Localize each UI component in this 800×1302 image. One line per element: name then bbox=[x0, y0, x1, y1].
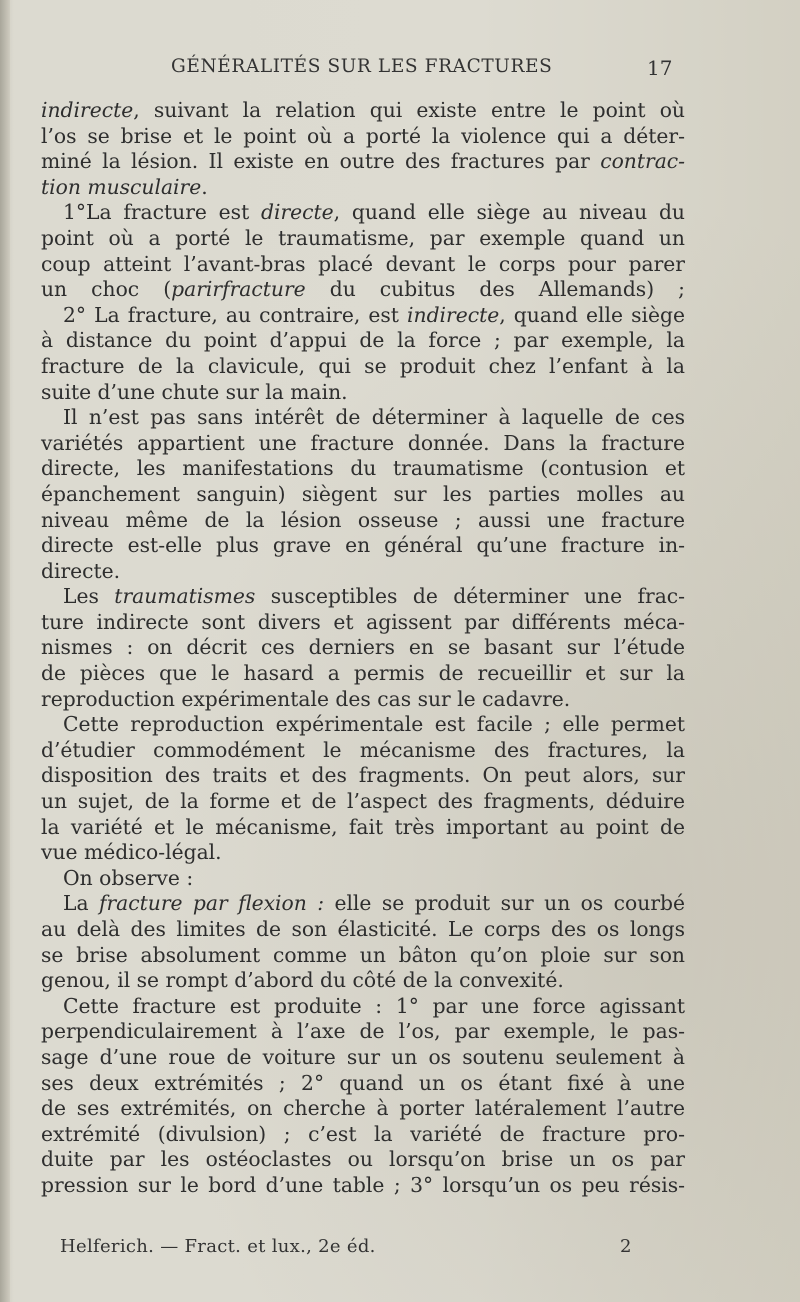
text-line bbox=[41, 1173, 685, 1199]
text-segment: miné la lésion. Il existe en outre des fractures par bbox=[41, 149, 601, 174]
text-segment: coup atteint l’avant-bras placé devant le corps pour parer bbox=[41, 251, 685, 276]
text-segment: perpendiculairement à l’axe de l’os, par exemple, le pas- bbox=[41, 1019, 685, 1044]
text-line bbox=[41, 1071, 685, 1097]
italic-text: directe bbox=[260, 200, 334, 225]
text-line bbox=[41, 687, 685, 713]
text-segment: duite par les ostéoclastes ou lorsqu’on brise un os par bbox=[41, 1147, 685, 1172]
italic-text: indirecte bbox=[407, 302, 500, 327]
text-line bbox=[41, 431, 685, 457]
text-segment: du cubitus des Allemands) ; bbox=[305, 277, 686, 302]
italic-text: parirfracture bbox=[171, 277, 306, 302]
text-segment: 2° La fracture, au contraire, est bbox=[63, 302, 408, 327]
text-segment: , quand elle siège bbox=[499, 302, 685, 327]
text-segment: à distance du point d’appui de la force ; par exemple, la bbox=[41, 328, 685, 353]
text-line bbox=[41, 1019, 685, 1045]
text-segment: au delà des limites de son élasticité. Le corps des os longs bbox=[41, 917, 685, 941]
printer-signature bbox=[60, 1236, 640, 1264]
text-line bbox=[41, 98, 685, 124]
text-segment: pression sur le bord d’une table ; 3° lorsqu’un os peu résis- bbox=[41, 1172, 685, 1197]
text-line bbox=[41, 815, 685, 841]
text-line bbox=[41, 456, 685, 482]
text-segment: de ses extrémités, on cherche à porter latéralement l’autre bbox=[41, 1096, 685, 1121]
text-segment: se brise absolument comme un bâton qu’on ploie sur son bbox=[41, 942, 685, 967]
text-line bbox=[41, 943, 685, 969]
text-line bbox=[41, 635, 685, 661]
text-segment: variétés appartient une fracture donnée. Dans la fracture bbox=[41, 430, 685, 455]
italic-text: fracture par flexion : bbox=[98, 891, 325, 916]
text-segment: Cette fracture est produite : 1° par une force agissant bbox=[63, 993, 685, 1018]
text-segment: vue médico-légal. bbox=[41, 840, 222, 865]
text-line bbox=[41, 840, 685, 866]
text-segment: ses deux extrémités ; 2° quand un os étant fixé à une bbox=[41, 1070, 685, 1095]
italic-text: contrac- bbox=[600, 149, 685, 174]
body-text bbox=[41, 98, 685, 1199]
text-line bbox=[41, 533, 685, 559]
italic-text: traumatismes bbox=[114, 584, 256, 609]
text-segment: point où a porté le traumatisme, par exemple quand un bbox=[41, 225, 685, 250]
text-line bbox=[41, 661, 685, 687]
text-line bbox=[41, 380, 685, 406]
text-segment: Les bbox=[63, 584, 115, 609]
text-line bbox=[41, 1122, 685, 1148]
text-line bbox=[41, 1096, 685, 1122]
text-segment: fracture de la clavicule, qui se produit chez l’enfant à la bbox=[41, 353, 685, 378]
page-gutter-edge bbox=[0, 0, 10, 1302]
text-line bbox=[41, 968, 685, 994]
text-line bbox=[41, 200, 685, 226]
text-segment: suite d’une chute sur la main. bbox=[41, 379, 348, 404]
text-segment: l’os se brise et le point où a porté la violence qui a déter- bbox=[41, 123, 685, 148]
text-line bbox=[41, 866, 685, 892]
text-segment: directe est-elle plus grave en général qu’une fracture in- bbox=[41, 533, 685, 558]
text-line bbox=[41, 917, 685, 943]
text-line bbox=[41, 712, 685, 738]
text-segment: niveau même de la lésion osseuse ; aussi une fracture bbox=[41, 507, 685, 532]
text-segment: disposition des traits et des fragments. On peut alors, sur bbox=[41, 763, 685, 788]
text-line bbox=[41, 405, 685, 431]
text-segment: elle se produit sur un os courbé bbox=[324, 891, 685, 916]
text-line bbox=[41, 303, 685, 329]
text-segment: un sujet, de la forme et de l’aspect des fragments, déduire bbox=[41, 789, 685, 814]
signature-sheet-number: 2 bbox=[620, 1236, 632, 1257]
text-segment: directe. bbox=[41, 558, 121, 583]
text-line bbox=[41, 328, 685, 354]
text-line bbox=[41, 738, 685, 764]
text-line bbox=[41, 559, 685, 585]
text-line bbox=[41, 226, 685, 252]
italic-text: indirecte bbox=[41, 98, 134, 122]
text-line bbox=[41, 994, 685, 1020]
text-line bbox=[41, 354, 685, 380]
text-segment: la variété et le mécanisme, fait très important au point de bbox=[41, 814, 685, 839]
text-segment: Cette reproduction expérimentale est facile ; elle permet bbox=[63, 712, 685, 737]
text-line bbox=[41, 252, 685, 278]
text-segment: , suivant la relation qui existe entre le point où bbox=[133, 98, 685, 122]
text-segment: On observe : bbox=[63, 865, 194, 890]
running-title: GÉNÉRALITÉS SUR LES FRACTURES bbox=[171, 56, 553, 77]
text-line bbox=[41, 508, 685, 534]
text-line bbox=[41, 1147, 685, 1173]
text-segment: directe, les manifestations du traumatisme (contusion et bbox=[41, 456, 685, 481]
text-line bbox=[41, 482, 685, 508]
text-segment: extrémité (divulsion) ; c’est la variété de fracture pro- bbox=[41, 1121, 685, 1146]
text-segment: Il n’est pas sans intérêt de déterminer à laquelle de ces bbox=[63, 405, 685, 430]
text-segment: genou, il se rompt d’abord du côté de la convexité. bbox=[41, 968, 564, 993]
text-segment: 1°La fracture est bbox=[63, 200, 261, 225]
text-line bbox=[41, 124, 685, 150]
italic-text: tion musculaire bbox=[41, 174, 202, 199]
text-segment: épanchement sanguin) siègent sur les parties molles au bbox=[41, 481, 685, 506]
text-line bbox=[41, 277, 685, 303]
text-line bbox=[41, 891, 685, 917]
text-line bbox=[41, 1045, 685, 1071]
text-segment: . bbox=[201, 174, 208, 199]
text-segment: ture indirecte sont divers et agissent par différents méca- bbox=[41, 609, 685, 634]
text-line bbox=[41, 763, 685, 789]
text-segment: d’étudier commodément le mécanisme des fractures, la bbox=[41, 737, 685, 762]
text-segment: susceptibles de déterminer une frac- bbox=[255, 584, 686, 609]
text-segment: reproduction expérimentale des cas sur le cadavre. bbox=[41, 686, 571, 711]
text-line bbox=[41, 149, 685, 175]
page-number: 17 bbox=[647, 56, 673, 80]
text-segment: de pièces que le hasard a permis de recueillir et sur la bbox=[41, 661, 685, 686]
text-segment: , quand elle siège au niveau du bbox=[333, 200, 685, 225]
text-segment: nismes : on décrit ces derniers en se basant sur l’étude bbox=[41, 635, 685, 660]
text-line bbox=[41, 584, 685, 610]
text-line bbox=[41, 175, 685, 201]
text-line bbox=[41, 610, 685, 636]
text-segment: un choc ( bbox=[41, 277, 172, 302]
text-segment: sage d’une roue de voiture sur un os soutenu seulement à bbox=[41, 1044, 685, 1069]
text-segment: La bbox=[63, 891, 99, 916]
running-head bbox=[0, 56, 800, 86]
signature-text: Helferich. — Fract. et lux., 2e éd. bbox=[60, 1236, 376, 1257]
text-line bbox=[41, 789, 685, 815]
